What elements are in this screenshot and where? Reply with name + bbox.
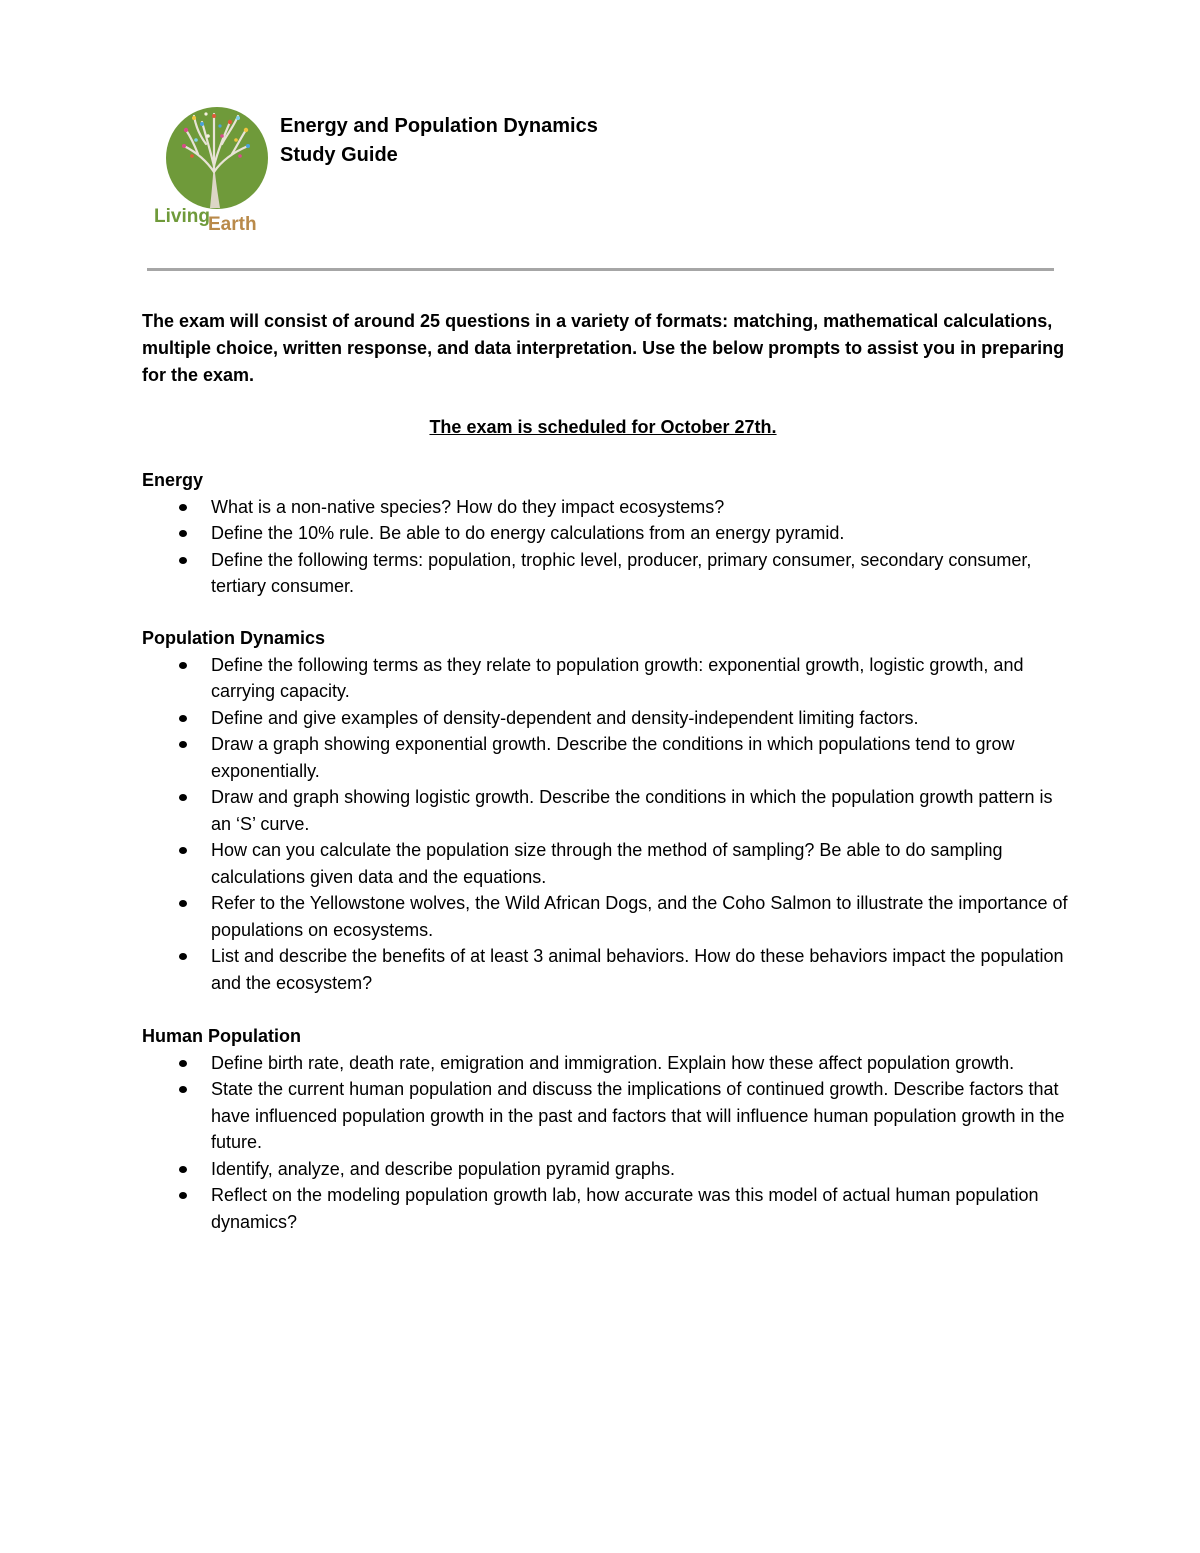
document-title: Energy and Population Dynamics: [280, 115, 598, 137]
document-subtitle: Study Guide: [280, 144, 398, 166]
list-item: Define the following terms: population, trophic level, producer, primary consumer, secondary consumer, tertiary consumer.: [142, 547, 1072, 600]
svg-text:Earth: Earth: [208, 214, 257, 235]
list-item: Draw a graph showing exponential growth. Describe the conditions in which populations tend to grow exponentially.: [142, 731, 1072, 784]
list-item: Refer to the Yellowstone wolves, the Wild African Dogs, and the Coho Salmon to illustrate the importance of populations on ecosystems.: [142, 890, 1072, 943]
intro-paragraph: The exam will consist of around 25 questions in a variety of formats: matching, mathematical calculations, multiple choice, written response, and data interpretation. Use the below prompts to assist you in preparing for the exam.: [142, 311, 1065, 385]
bullet-icon: [179, 794, 187, 801]
bullet-icon: [179, 953, 187, 960]
section-population-dynamics: [142, 625, 1072, 996]
living-earth-logo: [150, 100, 280, 240]
bullet-icon: [179, 1166, 187, 1173]
bullet-icon: [179, 1192, 187, 1199]
bullet-list: [142, 494, 1072, 600]
horizontal-rule: [147, 268, 1054, 271]
list-item: What is a non-native species? How do they impact ecosystems?: [142, 494, 1072, 521]
bullet-icon: [179, 1086, 187, 1093]
list-item: Define birth rate, death rate, emigration and immigration. Explain how these affect population growth.: [142, 1050, 1072, 1077]
section-heading: Human Population: [142, 1026, 301, 1046]
section-heading: Population Dynamics: [142, 628, 326, 648]
list-item: State the current human population and discuss the implications of continued growth. Describe factors that have influenced population growth in the past and factors that will influence human population growth in the future.: [142, 1076, 1072, 1156]
exam-schedule: [0, 414, 1200, 441]
svg-text:Living: Living: [154, 206, 210, 227]
list-item: Identify, analyze, and describe population pyramid graphs.: [142, 1156, 1072, 1183]
bullet-icon: [179, 504, 187, 511]
bullet-icon: [179, 741, 187, 748]
bullet-list: [142, 652, 1072, 997]
list-item: How can you calculate the population size through the method of sampling? Be able to do sampling calculations given data and the equations.: [142, 837, 1072, 890]
exam-schedule-text: The exam is scheduled for October 27th.: [429, 417, 777, 437]
bullet-icon: [179, 557, 187, 564]
bullet-icon: [179, 530, 187, 537]
list-item: Define and give examples of density-dependent and density-independent limiting factors.: [142, 705, 1072, 732]
list-item: Reflect on the modeling population growth lab, how accurate was this model of actual human population dynamics?: [142, 1182, 1072, 1235]
bullet-icon: [179, 662, 187, 669]
bullet-icon: [179, 715, 187, 722]
list-item: List and describe the benefits of at least 3 animal behaviors. How do these behaviors impact the population and the ecosystem?: [142, 943, 1072, 996]
bullet-icon: [179, 1060, 187, 1067]
section-human-population: [142, 1023, 1072, 1235]
list-item: Define the following terms as they relate to population growth: exponential growth, logistic growth, and carrying capacity.: [142, 652, 1072, 705]
bullet-icon: [179, 900, 187, 907]
list-item: Draw and graph showing logistic growth. Describe the conditions in which the population growth pattern is an ‘S’ curve.: [142, 784, 1072, 837]
bullet-icon: [179, 847, 187, 854]
bullet-list: [142, 1050, 1072, 1236]
section-heading: Energy: [142, 470, 204, 490]
section-energy: [142, 467, 1072, 600]
list-item: Define the 10% rule. Be able to do energy calculations from an energy pyramid.: [142, 520, 1072, 547]
title-block: [280, 112, 598, 170]
